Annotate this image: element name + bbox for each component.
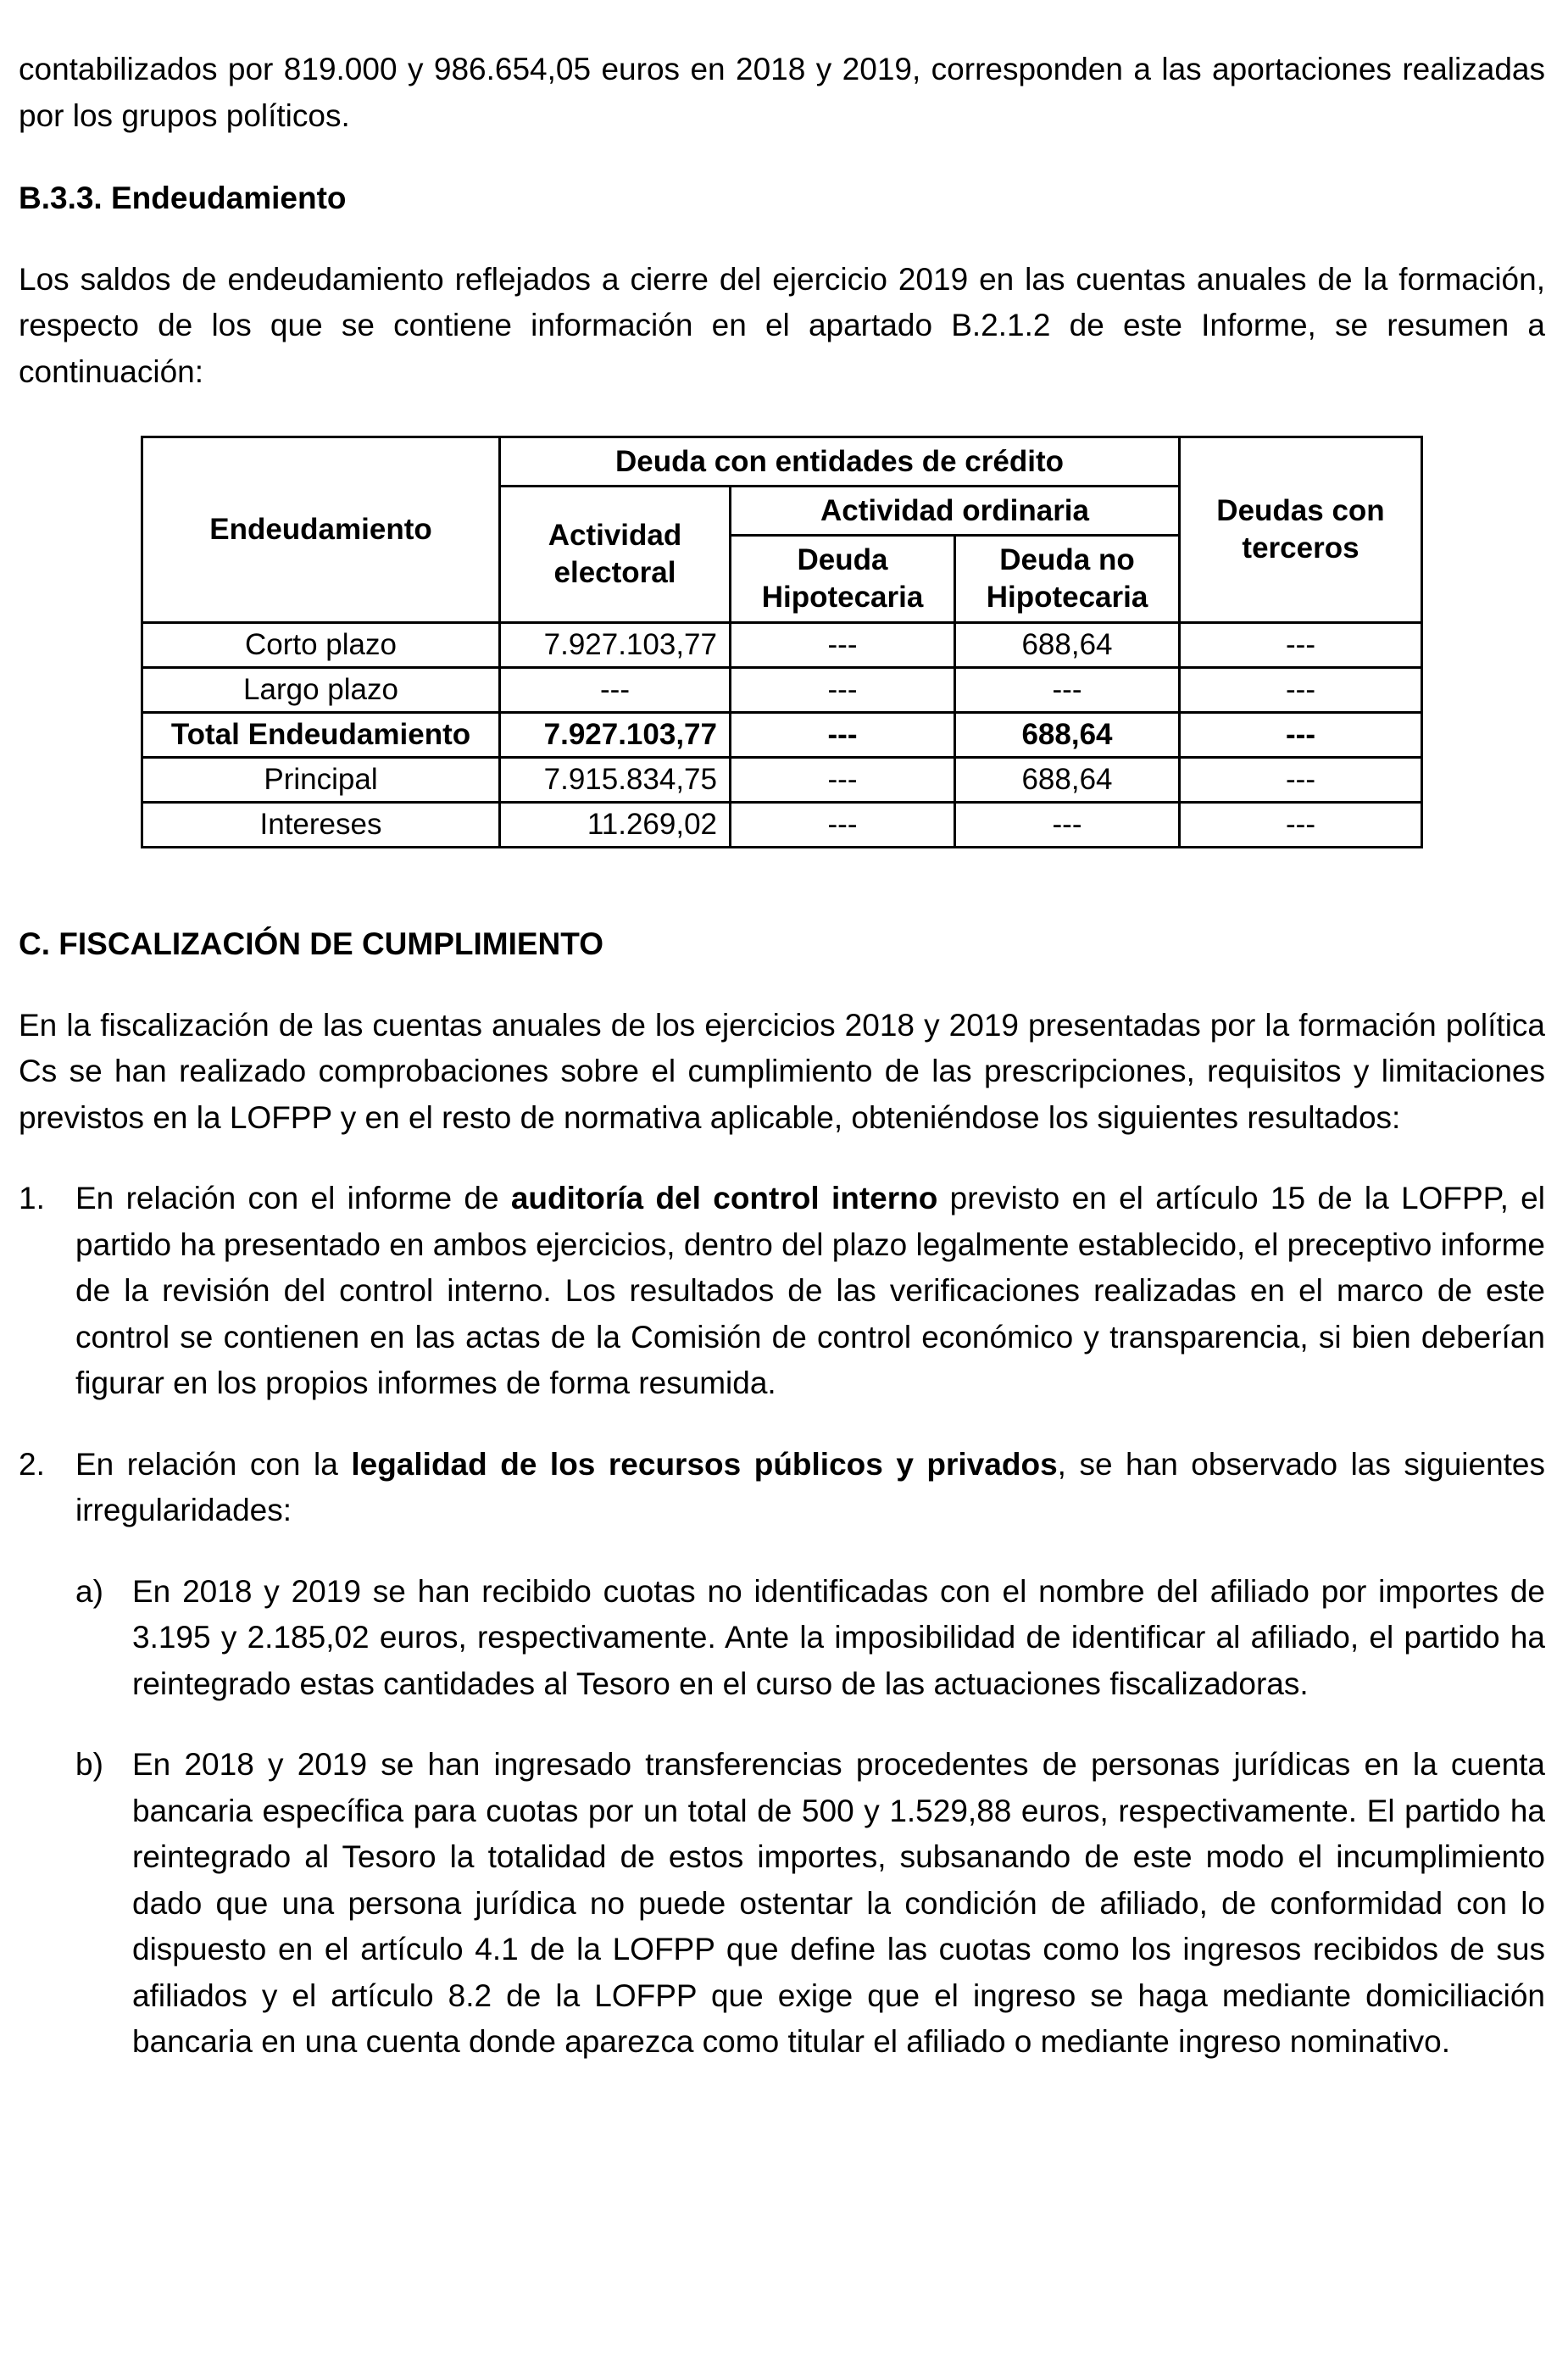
section-heading-endeudamiento: B.3.3. Endeudamiento bbox=[19, 181, 347, 215]
cell-electoral: 7.927.103,77 bbox=[500, 713, 731, 758]
item-text: En 2018 y 2019 se han ingresado transferencias procedentes de personas jurídicas en la cuenta bancaria específica para cuotas por un total de 500 y 1.529,88 euros, respectivamente. El partido ha reintegrado al Tesoro la totalidad de estos importes, subsanando de este modo el incumplimiento dado que una persona jurídica no puede ostentar la condición de afiliado, de conformidad con lo dispuesto en el artículo 4.1 de la LOFPP que define las cuotas como los ingresos recibidos de sus afiliados y el artículo 8.2 de la LOFPP que exige que el ingreso se haga mediante domiciliación bancaria en una cuenta donde aparezca como titular el afiliado o mediante ingreso nominativo. bbox=[132, 1747, 1545, 2059]
cell-hipotecaria: --- bbox=[731, 623, 955, 668]
cell-electoral: 7.927.103,77 bbox=[500, 623, 731, 668]
debt-table bbox=[141, 436, 1423, 848]
cell-no-hipotecaria: --- bbox=[955, 668, 1180, 713]
list-item-a bbox=[19, 1569, 1545, 1708]
item-text-after: previsto en el artículo 15 de la LOFPP, el partido ha presentado en ambos ejercicios, dentro del plazo legalmente establecido, el preceptivo informe de la revisión del control interno. Los resultados de las verificaciones realizadas en el marco de este control se contienen en las actas de la Comisión de control económico y transparencia, si bien deberían figurar en los propios informes de forma resumida. bbox=[75, 1181, 1545, 1400]
cell-electoral: --- bbox=[500, 668, 731, 713]
list-item-1 bbox=[19, 1176, 1545, 1407]
item-text-bold: legalidad de los recursos públicos y privados bbox=[351, 1446, 1058, 1482]
item-text: En 2018 y 2019 se han recibido cuotas no identificadas con el nombre del afiliado por importes de 3.195 y 2.185,02 euros, respectivamente. Ante la imposibilidad de identificar al afiliado, el partido ha reintegrado estas cantidades al Tesoro en el curso de las actuaciones fiscalizadoras. bbox=[132, 1573, 1545, 1701]
cell-terceros: --- bbox=[1180, 803, 1422, 848]
item-text-before: En relación con la bbox=[75, 1446, 352, 1482]
list-marker: 1. bbox=[19, 1181, 45, 1215]
cell-electoral: 11.269,02 bbox=[500, 803, 731, 848]
list-marker: b) bbox=[75, 1747, 103, 1782]
cell-electoral: 7.915.834,75 bbox=[500, 758, 731, 803]
cell-no-hipotecaria: 688,64 bbox=[955, 758, 1180, 803]
cell-no-hipotecaria: --- bbox=[955, 803, 1180, 848]
table-row bbox=[142, 623, 1422, 668]
header-actividad-electoral: Actividad electoral bbox=[500, 487, 731, 623]
table-row bbox=[142, 803, 1422, 848]
cell-terceros: --- bbox=[1180, 623, 1422, 668]
header-deudas-terceros: Deudas con terceros bbox=[1180, 437, 1422, 623]
cell-hipotecaria: --- bbox=[731, 668, 955, 713]
cell-hipotecaria: --- bbox=[731, 803, 955, 848]
table-row bbox=[142, 758, 1422, 803]
cell-terceros: --- bbox=[1180, 713, 1422, 758]
list-item-2 bbox=[19, 1442, 1545, 1534]
endeudamiento-paragraph: Los saldos de endeudamiento reflejados a cierre del ejercicio 2019 en las cuentas anuales de la formación, respecto de los que se contiene información en el apartado B.2.1.2 de este Informe, se resumen a continuación: bbox=[19, 261, 1545, 389]
cell-hipotecaria: --- bbox=[731, 713, 955, 758]
table-row bbox=[142, 668, 1422, 713]
item-text-after: , se han observado las siguientes irregularidades: bbox=[75, 1446, 1546, 1527]
cell-terceros: --- bbox=[1180, 668, 1422, 713]
fiscalizacion-paragraph: En la fiscalización de las cuentas anuales de los ejercicios 2018 y 2019 presentadas por la formación política Cs se han realizado comprobaciones sobre el cumplimiento de las prescripciones, requisitos y limitaciones previstos en la LOFPP y en el resto de normativa aplicable, obteniéndose los siguientes resultados: bbox=[19, 1007, 1545, 1135]
header-deuda-entidades: Deuda con entidades de crédito bbox=[500, 437, 1180, 487]
row-label: Corto plazo bbox=[142, 623, 500, 668]
cell-no-hipotecaria: 688,64 bbox=[955, 713, 1180, 758]
item-text-bold: auditoría del control interno bbox=[510, 1181, 938, 1215]
cell-hipotecaria: --- bbox=[731, 758, 955, 803]
cell-terceros: --- bbox=[1180, 758, 1422, 803]
list-marker: 2. bbox=[19, 1446, 45, 1482]
row-label: Largo plazo bbox=[142, 668, 500, 713]
header-deuda-no-hipotecaria: Deuda no Hipotecaria bbox=[955, 536, 1180, 623]
row-label: Principal bbox=[142, 758, 500, 803]
cell-no-hipotecaria: 688,64 bbox=[955, 623, 1180, 668]
row-label: Total Endeudamiento bbox=[142, 713, 500, 758]
item-text-before: En relación con el informe de bbox=[75, 1181, 511, 1215]
list-item-b bbox=[19, 1742, 1545, 2066]
debt-table-container bbox=[141, 436, 1421, 848]
section-heading-fiscalizacion: C. FISCALIZACIÓN DE CUMPLIMIENTO bbox=[19, 926, 603, 961]
row-label: Intereses bbox=[142, 803, 500, 848]
list-marker: a) bbox=[75, 1573, 103, 1609]
header-endeudamiento: Endeudamiento bbox=[142, 437, 500, 623]
table-row-total bbox=[142, 713, 1422, 758]
header-actividad-ordinaria: Actividad ordinaria bbox=[731, 487, 1180, 536]
header-deuda-hipotecaria: Deuda Hipotecaria bbox=[731, 536, 955, 623]
intro-paragraph: contabilizados por 819.000 y 986.654,05 euros en 2018 y 2019, corresponden a las aportaciones realizadas por los grupos políticos. bbox=[19, 52, 1545, 133]
